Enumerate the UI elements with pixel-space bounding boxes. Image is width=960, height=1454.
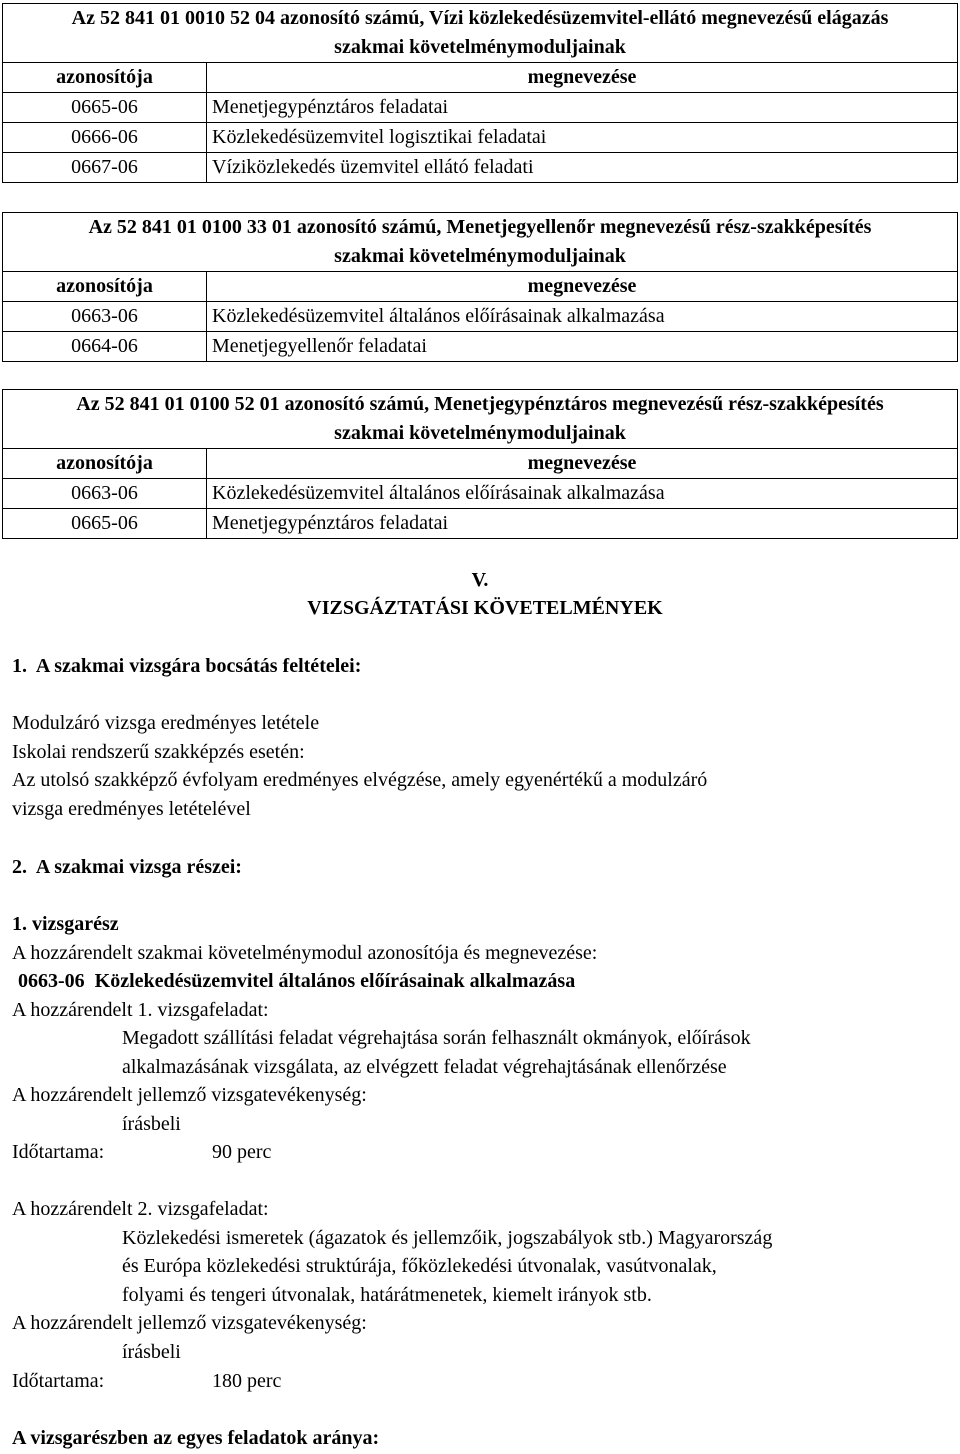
module-name: Közlekedésüzemvitel logisztikai feladatai: [207, 123, 958, 153]
section-1-line: Iskolai rendszerű szakképzés esetén:: [12, 741, 305, 763]
task-2-duration-label: Időtartama:: [12, 1370, 105, 1392]
module-table-1: [2, 3, 958, 183]
module-title: 0663-06 Közlekedésüzemvitel általános előírásainak alkalmazása: [18, 970, 576, 992]
module-name: Menetjegypénztáros feladatai: [207, 509, 958, 539]
task-1-line: Megadott szállítási feladat végrehajtása során felhasznált okmányok, előírások: [122, 1027, 751, 1049]
table-title: Az 52 841 01 0100 33 01 azonosító számú, Menetjegyellenőr megnevezésű rész-szakképesítés szakmai követelménymoduljainak: [3, 213, 958, 272]
ratio-heading: A vizsgarészben az egyes feladatok aránya:: [12, 1427, 380, 1449]
chapter-title: VIZSGÁZTATÁSI KÖVETELMÉNYEK: [307, 597, 663, 619]
table-row: [3, 509, 958, 539]
table-row: [3, 123, 958, 153]
module-id: 0664-06: [3, 332, 207, 362]
section-1-line: Az utolsó szakképző évfolyam eredményes elvégzése, amely egyenértékű a modulzáró: [12, 769, 708, 791]
task-2-line: és Európa közlekedési struktúrája, főközlekedési útvonalak, vasútvonalak,: [122, 1255, 717, 1277]
task-1-activity: írásbeli: [122, 1113, 181, 1135]
task-2-activity-label: A hozzárendelt jellemző vizsgatevékenység:: [12, 1312, 367, 1334]
table-title: Az 52 841 01 0010 52 04 azonosító számú, Vízi közlekedésüzemvitel-ellátó megnevezésű elágazás szakmai követelménymoduljainak: [3, 4, 958, 63]
section-2-heading: 2. A szakmai vizsga részei:: [12, 856, 242, 878]
col-header-id: azonosítója: [3, 63, 207, 93]
module-id: 0665-06: [3, 93, 207, 123]
col-header-name: megnevezése: [207, 449, 958, 479]
table-title: Az 52 841 01 0100 52 01 azonosító számú, Menetjegypénztáros megnevezésű rész-szakképesítés szakmai követelménymoduljainak: [3, 390, 958, 449]
module-name: Közlekedésüzemvitel általános előírásainak alkalmazása: [207, 479, 958, 509]
col-header-id: azonosítója: [3, 272, 207, 302]
table-row: [3, 479, 958, 509]
module-name: Közlekedésüzemvitel általános előírásainak alkalmazása: [207, 302, 958, 332]
section-1-line: vizsga eredményes letételével: [12, 798, 251, 820]
table-row: [3, 302, 958, 332]
module-intro: A hozzárendelt szakmai követelménymodul azonosítója és megnevezése:: [12, 942, 598, 964]
task-1-duration-label: Időtartama:: [12, 1141, 105, 1163]
task-2-activity: írásbeli: [122, 1341, 181, 1363]
col-header-id: azonosítója: [3, 449, 207, 479]
module-id: 0667-06: [3, 153, 207, 183]
module-name: Menetjegyellenőr feladatai: [207, 332, 958, 362]
table-row: [3, 332, 958, 362]
task-2-line: folyami és tengeri útvonalak, határátmenetek, kiemelt irányok stb.: [122, 1284, 652, 1306]
task-1-duration: 90 perc: [212, 1141, 272, 1163]
module-name: Menetjegypénztáros feladatai: [207, 93, 958, 123]
exam-part-heading: 1. vizsgarész: [12, 913, 119, 935]
task-1-activity-label: A hozzárendelt jellemző vizsgatevékenység:: [12, 1084, 367, 1106]
task-2-label: A hozzárendelt 2. vizsgafeladat:: [12, 1198, 269, 1220]
module-id: 0663-06: [3, 479, 207, 509]
module-id: 0665-06: [3, 509, 207, 539]
task-2-line: Közlekedési ismeretek (ágazatok és jellemzőik, jogszabályok stb.) Magyarország: [122, 1227, 773, 1249]
module-table-2: [2, 212, 958, 362]
module-table-3: [2, 389, 958, 539]
module-name: Víziközlekedés üzemvitel ellátó feladati: [207, 153, 958, 183]
table-row: [3, 93, 958, 123]
section-1-line: Modulzáró vizsga eredményes letétele: [12, 712, 320, 734]
task-1-line: alkalmazásának vizsgálata, az elvégzett feladat végrehajtásának ellenőrzése: [122, 1056, 727, 1078]
table-row: [3, 153, 958, 183]
col-header-name: megnevezése: [207, 63, 958, 93]
task-2-duration: 180 perc: [212, 1370, 282, 1392]
chapter-number: V.: [471, 569, 489, 591]
task-1-label: A hozzárendelt 1. vizsgafeladat:: [12, 999, 269, 1021]
module-id: 0666-06: [3, 123, 207, 153]
module-id: 0663-06: [3, 302, 207, 332]
section-1-heading: 1. A szakmai vizsgára bocsátás feltételei:: [12, 655, 362, 677]
col-header-name: megnevezése: [207, 272, 958, 302]
